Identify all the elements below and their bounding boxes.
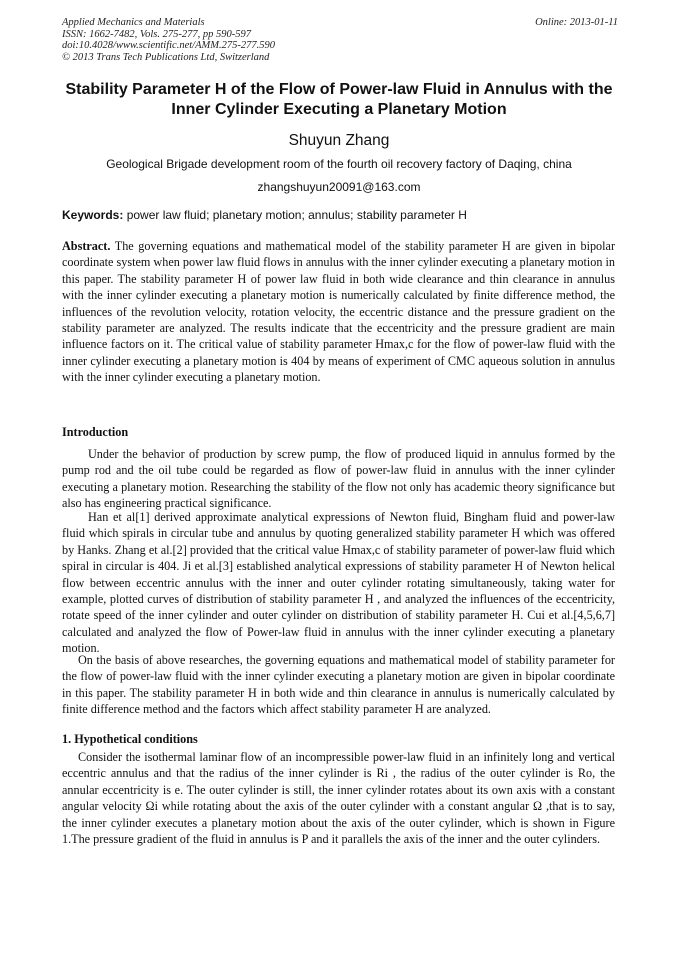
introduction-heading: Introduction xyxy=(62,425,129,439)
intro-paragraph-1: Under the behavior of production by screw pump, the flow of produced liquid in annulus formed by the pump rod and the oil tube could be regarded as flow of power-law fluid in annulus with the inner cylinder executing a planetary motion. Researching the stability of the flow not only has academic theory significance but also has engineering practical significance. xyxy=(62,447,615,511)
keywords xyxy=(62,208,622,222)
author-email[interactable]: zhangshuyun20091@163.com xyxy=(257,180,421,194)
intro-paragraph-3: On the basis of above researches, the governing equations and mathematical model of stability parameter for the flow of power-law fluid with the inner cylinder executing a planetary motion are given in bipolar coordinate in this paper. The stability parameter H in both wide and thin clearance in annulus is numerically calculated by finite difference method and the factors which affect stability parameter H are analyzed. xyxy=(62,653,615,717)
paper-title xyxy=(40,80,638,120)
intro-paragraph-2: Han et al[1] derived approximate analytical expressions of Newton fluid, Bingham fluid and power-law fluid which spirals in circular tube and annulus by quoting generalized stability parameter H which was offered by Hanks. Zhang et al.[2] provided that the critical value Hmax,c of stability parameter of power-law fluid which spiral in circular is 404. Ji et al.[3] established analytical expressions of stability parameter H of Newton helical flow between eccentric annulus with the inner and outer cylinder rotating simultaneously, taking water for example, plotted curves of distribution of stability parameter H , and analyzed the influences of the eccentricity, rotate speed of the inner cylinder and outer cylinder on distribution of stability parameter H. Cui et al.[4,5,6,7] calculated and analyzed the flow of Power-law fluid in annulus with the inner cylinder executing a planetary motion. xyxy=(62,510,615,656)
copyright-line: © 2013 Trans Tech Publications Ltd, Switzerland xyxy=(62,51,270,63)
issn-line: ISSN: 1662-7482, Vols. 275-277, pp 590-597 xyxy=(62,28,251,40)
keywords-label: Keywords: xyxy=(62,208,124,222)
doi-line: doi:10.4028/www.scientific.net/AMM.275-277.590 xyxy=(62,40,275,51)
online-date: Online: 2013-01-11 xyxy=(535,17,618,28)
abstract xyxy=(62,238,615,386)
abstract-label: Abstract. xyxy=(62,239,111,253)
section-1-paragraph: Consider the isothermal laminar flow of an incompressible power-law fluid in an infinitely long and vertical eccentric annulus and that the radius of the inner cylinder is Ri , the radius of the outer cylinder is Ro, the annular eccentricity is e. The outer cylinder is still, the inner cylinder rotates about its own axis with a constant angular velocity Ωi while rotating about the axis of the outer cylinder with a constant angular Ω ,that is to say, the inner cylinder executes a planetary motion about the axis of the outer cylinder, which is shown in Figure 1.The pressure gradient of the fluid in annulus is P and it parallels the axis of the inner and the outer cylinders. xyxy=(62,750,615,847)
journal-name: Applied Mechanics and Materials xyxy=(62,17,205,28)
title-line-1: Stability Parameter H of the Flow of Power-law Fluid in Annulus with the xyxy=(65,81,613,98)
author-name: Shuyun Zhang xyxy=(288,132,390,149)
title-line-2: Inner Cylinder Executing a Planetary Motion xyxy=(171,101,507,118)
affiliation: Geological Brigade development room of the fourth oil recovery factory of Daqing, china xyxy=(106,157,572,171)
keywords-text: power law fluid; planetary motion; annulus; stability parameter H xyxy=(126,208,467,222)
abstract-text: The governing equations and mathematical model of the stability parameter H are given in bipolar coordinate system when power law fluid flows in annulus with the inner cylinder executing a planetary motion in this paper. The stability parameter H of power law fluid in both wide clearance and thin clearance in annulus with the inner cylinder executing a planetary motion is numerically calculated by finite difference method, the influences of the revolution velocity, rotation velocity, the eccentric distance and the pressure gradient on the stability parameter are analyzed. The results indicate that the eccentricity and the pressure gradient are main influence factors on it. The critical value of stability parameter Hmax,c for the flow of power-law fluid with the inner cylinder executing a planetary motion is 404 by means of experiment of CMC aqueous solution in annulus with the inner cylinder executing a planetary motion. xyxy=(62,239,616,385)
journal-header xyxy=(62,17,618,63)
section-1-heading: 1. Hypothetical conditions xyxy=(62,732,198,746)
